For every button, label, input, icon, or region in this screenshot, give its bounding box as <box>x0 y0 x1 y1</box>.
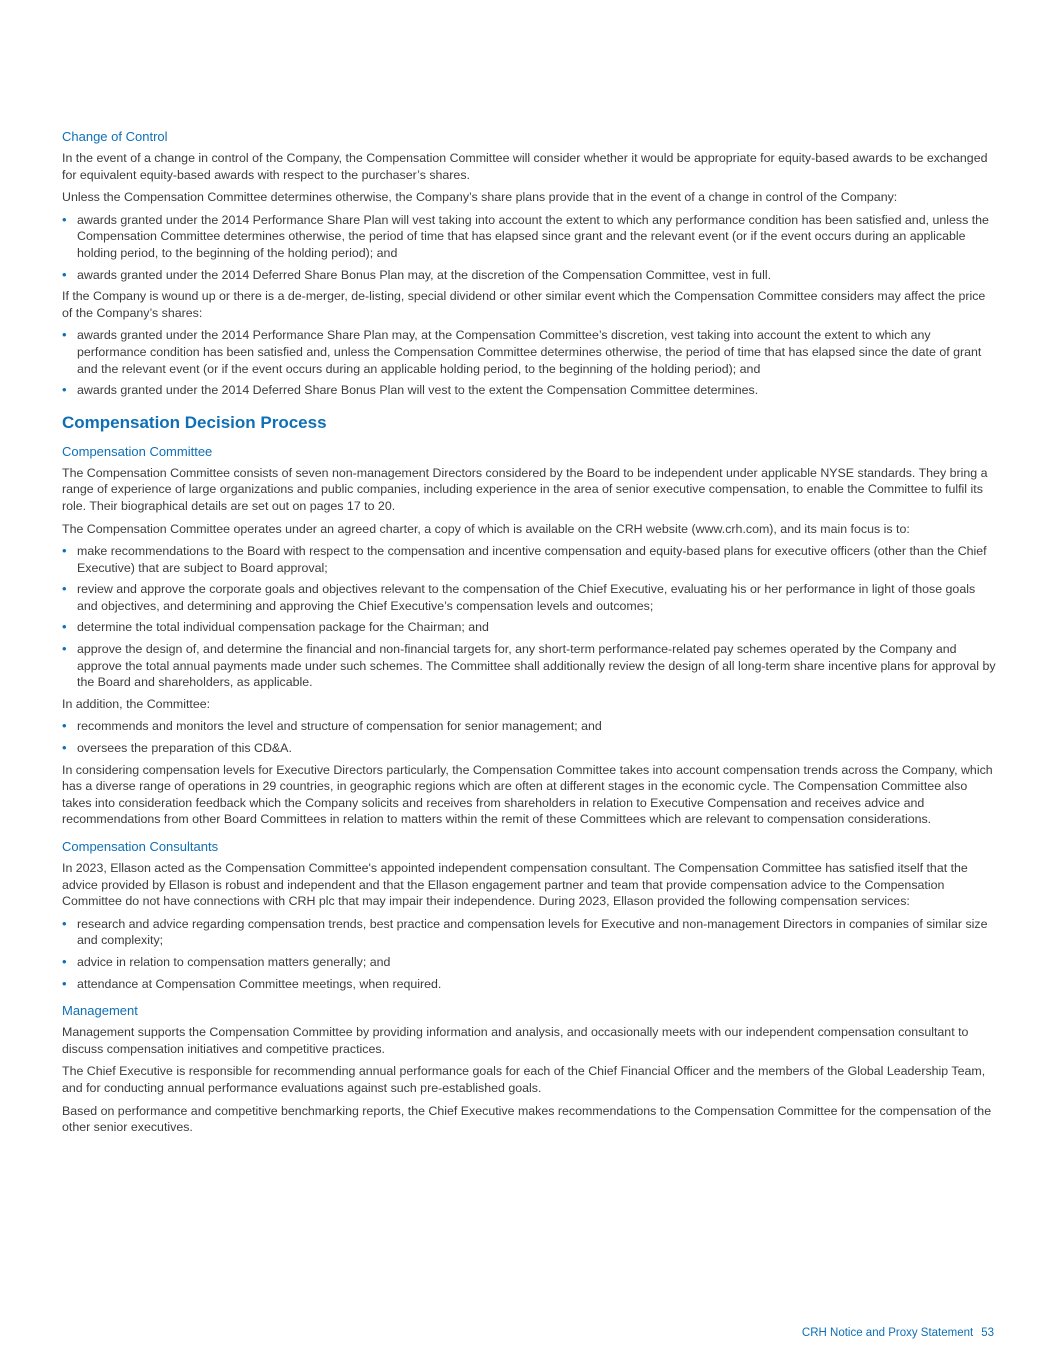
list-item: • awards granted under the 2014 Performance Share Plan may, at the Compensation Committee’s discretion, vest taking into account the extent to which any performance condition has been satisfied and, unless the Compensation Committee determines otherwise, the period of time that has elapsed since the date of grant and the relevant event (or if the event occurs during an applicable holding period, to the beginning of the holding period); and <box>62 327 997 377</box>
list-item: • research and advice regarding compensation trends, best practice and compensation levels for Executive and non-management Directors in companies of similar size and complexity; <box>62 916 997 949</box>
section-title: Compensation Decision Process <box>62 412 327 432</box>
change-of-control-list-1 <box>62 212 997 283</box>
page-number: 53 <box>981 1327 994 1339</box>
list-item: • recommends and monitors the level and structure of compensation for senior management; and <box>62 718 997 735</box>
list-item: • oversees the preparation of this CD&A. <box>62 740 997 757</box>
list-item: • review and approve the corporate goals and objectives relevant to the compensation of the Chief Executive, evaluating his or her performance in light of those goals and objectives, and determining and approving the Chief Executive’s compensation levels and outcomes; <box>62 581 997 614</box>
change-of-control-para-2: Unless the Compensation Committee determines otherwise, the Company’s share plans provide that in the event of a change in control of the Company: <box>62 190 898 205</box>
list-item: • awards granted under the 2014 Deferred Share Bonus Plan will vest to the extent the Compensation Committee determines. <box>62 382 997 399</box>
change-of-control-para-1: In the event of a change in control of the Company, the Compensation Committee will consider whether it would be appropriate for equity-based awards to be exchanged for equivalent equity-based awards with respect to the purchaser’s shares. <box>62 151 988 182</box>
list-item: • awards granted under the 2014 Deferred Share Bonus Plan may, at the discretion of the Compensation Committee, vest in full. <box>62 267 997 284</box>
list-item: • attendance at Compensation Committee meetings, when required. <box>62 976 997 993</box>
committee-list-1 <box>62 543 997 691</box>
committee-para-2: The Compensation Committee operates under an agreed charter, a copy of which is available on the CRH website (www.crh.com), and its main focus is to: <box>62 521 910 536</box>
footer-title: CRH Notice and Proxy Statement <box>801 1327 974 1339</box>
list-item: • awards granted under the 2014 Performance Share Plan will vest taking into account the extent to which any performance condition has been satisfied and, unless the Compensation Committee determines otherwise, the period of time that has elapsed since grant and the relevant event (or if the event occurs during an applicable holding period, to the beginning of the holding period); and <box>62 212 997 262</box>
management-para-2: The Chief Executive is responsible for recommending annual performance goals for each of the Chief Financial Officer and the members of the Global Leadership Team, and for conducting annual performance evaluations against such pre-established goals. <box>62 1064 986 1095</box>
committee-para-3: In addition, the Committee: <box>62 696 211 711</box>
change-of-control-para-3: If the Company is wound up or there is a de-merger, de-listing, special dividend or other similar event which the Compensation Committee considers may affect the price of the Company’s shares: <box>62 289 986 320</box>
committee-heading: Compensation Committee <box>62 443 213 459</box>
management-heading: Management <box>62 1003 138 1019</box>
consultants-list <box>62 916 997 992</box>
consultants-para-1: In 2023, Ellason acted as the Compensation Committee's appointed independent compensation consultant. The Compensation Committee has satisfied itself that the advice provided by Ellason is robust and independent and that the Ellason engagement partner and team that provide compensation advice to the Compensation Committee do not have connections with CRH plc that may impair their independence. During 2023, Ellason provided the following compensation services: <box>62 861 968 909</box>
change-of-control-heading: Change of Control <box>62 129 168 144</box>
consultants-heading: Compensation Consultants <box>62 839 219 854</box>
page-footer <box>802 1327 994 1339</box>
change-of-control-list-2 <box>62 327 997 398</box>
committee-para-4: In considering compensation levels for Executive Directors particularly, the Compensation Committee takes into account compensation trends across the Company, which has a diverse range of operations in 29 countries, in geographic regions which are often at different stages in the economic cycle. The Compensation Committee also takes into consideration feedback which the Company solicits and receives from shareholders in relation to Executive Compensation and receives advice and recommendations from other Board Committees in relation to matters within the remit of these Committees which are relevant to compensation considerations. <box>62 762 993 827</box>
list-item: • approve the design of, and determine the financial and non-financial targets for, any short-term performance-related pay schemes operated by the Company and approve the total annual payments made under such schemes. The Committee shall additionally review the design of all long-term share incentive plans for approval by the Board and shareholders, as applicable. <box>62 641 997 691</box>
management-para-1: Management supports the Compensation Committee by providing information and analysis, and occasionally meets with our independent compensation consultant to discuss compensation initiatives and competitive practices. <box>62 1025 969 1056</box>
management-para-3: Based on performance and competitive benchmarking reports, the Chief Executive makes recommendations to the Compensation Committee for the compensation of the other senior executives. <box>62 1103 992 1135</box>
list-item: • determine the total individual compensation package for the Chairman; and <box>62 619 997 636</box>
document-body <box>62 128 997 1142</box>
list-item: • make recommendations to the Board with respect to the compensation and incentive compensation and equity-based plans for executive officers (other than the Chief Executive) that are subject to Board approval; <box>62 543 997 576</box>
committee-list-2 <box>62 718 997 756</box>
committee-para-1: The Compensation Committee consists of seven non-management Directors considered by the Board to be independent under applicable NYSE standards. They bring a range of experience of large organizations and public companies, including experience in the area of senior executive compensation, to enable the Committee to fulfil its role. Their biographical details are set out on pages 17 to 20. <box>62 465 988 513</box>
list-item: • advice in relation to compensation matters generally; and <box>62 954 997 971</box>
